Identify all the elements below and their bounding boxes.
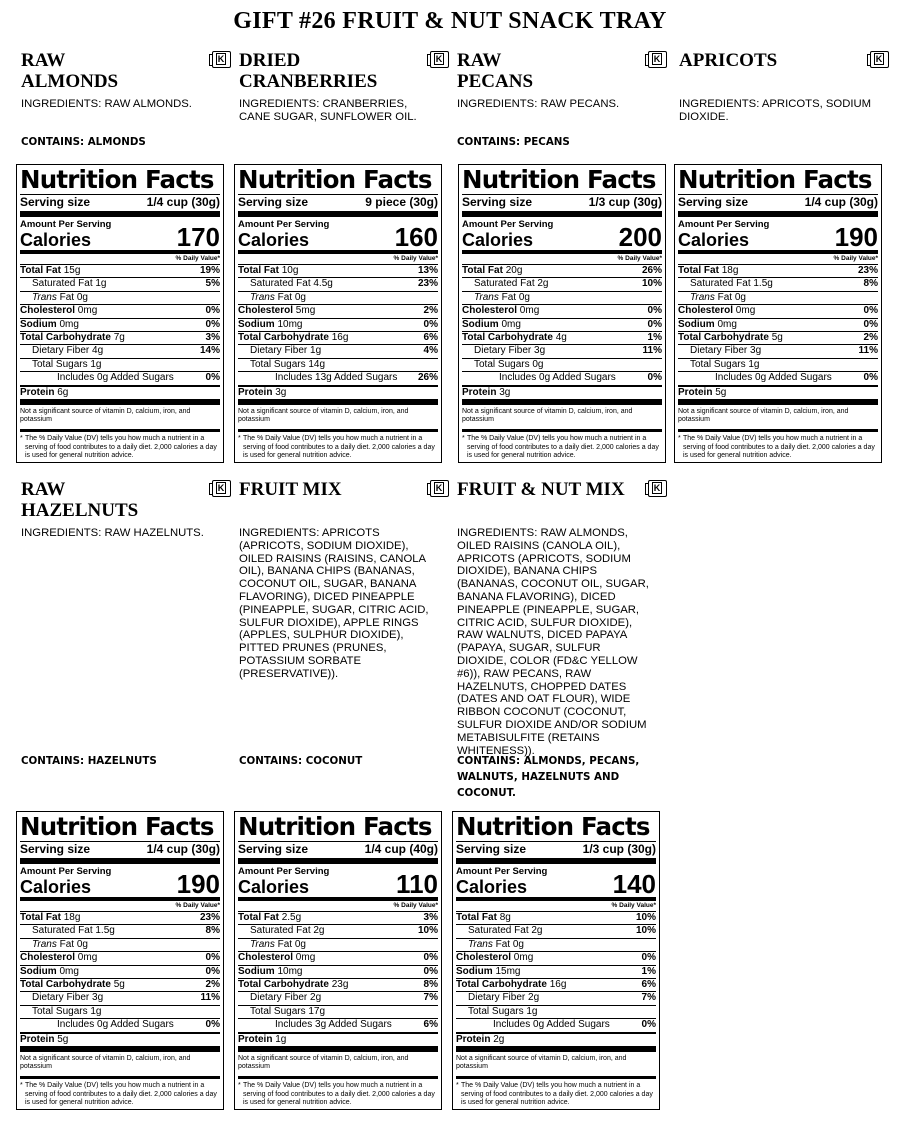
cholesterol-dv: 0% bbox=[641, 952, 656, 964]
total-fat-row: Total Fat 10g 13% bbox=[238, 265, 438, 278]
sodium-row: Sodium 10mg 0% bbox=[238, 966, 438, 979]
cholesterol-dv: 0% bbox=[423, 952, 438, 964]
product-header bbox=[239, 479, 449, 500]
cholesterol-dv: 0% bbox=[863, 305, 878, 317]
product-name: FRUIT MIX bbox=[239, 479, 342, 500]
trans-fat-row: Trans Fat 0g bbox=[238, 292, 438, 305]
serving-size-label: Serving size bbox=[20, 842, 91, 856]
nutrition-facts-title: Nutrition Facts bbox=[20, 813, 220, 842]
saturated-fat-row: Saturated Fat 1.5g 8% bbox=[20, 925, 220, 938]
allergen-contains: CONTAINS: PECANS bbox=[457, 136, 570, 148]
calories-label: Calories bbox=[20, 877, 92, 897]
allergen-contains: CONTAINS: COCONUT bbox=[239, 755, 363, 767]
sodium-dv: 0% bbox=[205, 965, 220, 977]
kosher-icon: K bbox=[648, 51, 667, 68]
kosher-icon: K bbox=[212, 51, 231, 68]
total-sugars-row: Total Sugars 1g bbox=[20, 1006, 220, 1019]
sodium-dv: 0% bbox=[423, 318, 438, 330]
amount-per-serving: Amount Per Serving bbox=[20, 866, 112, 877]
total-carbohydrate-dv: 1% bbox=[647, 332, 662, 344]
sodium-row: Sodium 0mg 0% bbox=[462, 319, 662, 332]
cholesterol-row: Cholesterol 0mg 0% bbox=[456, 952, 656, 965]
nutrition-facts-title: Nutrition Facts bbox=[456, 813, 656, 842]
dietary-fiber-row: Dietary Fiber 1g 4% bbox=[238, 345, 438, 358]
product-name: RAW ALMONDS bbox=[21, 50, 119, 92]
product-header bbox=[457, 50, 667, 92]
sodium-row: Sodium 0mg 0% bbox=[20, 966, 220, 979]
dietary-fiber-dv: 14% bbox=[199, 345, 220, 357]
product-header bbox=[21, 50, 231, 92]
added-sugars-dv: 0% bbox=[641, 1019, 656, 1031]
nutrition-facts-title: Nutrition Facts bbox=[462, 166, 662, 195]
daily-value-header: % Daily Value* bbox=[678, 254, 878, 265]
total-fat-row: Total Fat 18g 23% bbox=[20, 912, 220, 925]
saturated-fat-row: Saturated Fat 1g 5% bbox=[20, 278, 220, 291]
not-significant-note: Not a significant source of vitamin D, calcium, iron, and potassium bbox=[462, 405, 662, 432]
cholesterol-row: Cholesterol 0mg 0% bbox=[678, 305, 878, 318]
kosher-icon: K bbox=[212, 480, 231, 497]
total-fat-dv: 23% bbox=[199, 912, 220, 923]
nutrition-facts-title: Nutrition Facts bbox=[20, 166, 220, 195]
daily-value-header: % Daily Value* bbox=[20, 901, 220, 912]
serving-size-row bbox=[462, 195, 662, 217]
total-fat-dv: 13% bbox=[417, 265, 438, 276]
added-sugars-dv: 0% bbox=[205, 372, 220, 384]
daily-value-footnote: * The % Daily Value (DV) tells you how much a nutrient in a serving of food contributes to a daily diet. 2,000 calories a day is used for general nutrition advice. bbox=[456, 1082, 653, 1107]
dietary-fiber-row: Dietary Fiber 3g 11% bbox=[462, 345, 662, 358]
total-fat-dv: 19% bbox=[199, 265, 220, 276]
added-sugars-dv: 26% bbox=[417, 372, 438, 384]
product-name: RAW PECANS bbox=[457, 50, 534, 92]
added-sugars-row: Includes 0g Added Sugars 0% bbox=[20, 372, 220, 385]
saturated-fat-row: Saturated Fat 2g 10% bbox=[462, 278, 662, 291]
nutrition-facts-label bbox=[458, 164, 666, 463]
sodium-row: Sodium 0mg 0% bbox=[678, 319, 878, 332]
nutrition-facts-label bbox=[234, 811, 442, 1110]
added-sugars-row: Includes 0g Added Sugars 0% bbox=[20, 1019, 220, 1032]
serving-size-row bbox=[456, 842, 656, 864]
dietary-fiber-dv: 11% bbox=[200, 992, 220, 1004]
daily-value-footnote: * The % Daily Value (DV) tells you how much a nutrient in a serving of food contributes to a daily diet. 2,000 calories a day is used for general nutrition advice. bbox=[20, 1082, 217, 1107]
allergen-contains: CONTAINS: ALMONDS, PECANS, WALNUTS, HAZELNUTS AND COCONUT. bbox=[457, 755, 640, 799]
sodium-row: Sodium 0mg 0% bbox=[20, 319, 220, 332]
total-carbohydrate-row: Total Carbohydrate 23g 8% bbox=[238, 979, 438, 992]
kosher-icon: K bbox=[648, 480, 667, 497]
total-carbohydrate-dv: 6% bbox=[641, 979, 656, 991]
ingredients-text: INGREDIENTS: CRANBERRIES, CANE SUGAR, SUNFLOWER OIL. bbox=[239, 98, 417, 123]
saturated-fat-row: Saturated Fat 1.5g 8% bbox=[678, 278, 878, 291]
cholesterol-dv: 0% bbox=[205, 305, 220, 317]
page-title: GIFT #26 FRUIT & NUT SNACK TRAY bbox=[233, 8, 667, 34]
daily-value-header: % Daily Value* bbox=[238, 901, 438, 912]
ingredients-text: INGREDIENTS: RAW PECANS. bbox=[457, 98, 620, 110]
nutrition-facts-label bbox=[16, 164, 224, 463]
kosher-icon: K bbox=[870, 51, 889, 68]
nutrition-facts-title: Nutrition Facts bbox=[238, 166, 438, 195]
ingredients-text: INGREDIENTS: RAW ALMONDS, OILED RAISINS (CANOLA OIL), APRICOTS (APRICOTS, SODIUM DIOXIDE), BANANA CHIPS (BANANAS, COCONUT OIL, SUGAR, BANANA FLAVORING), DICED PINEAPPLE (PINEAPPLE, SUGAR, CITRIC ACID, SULFUR DIOXIDE), RAW WALNUTS, DICED PAPAYA (PAPAYA, SUGAR, SULFUR DIOXIDE, COLOR (FD&C YELLOW #6)), RAW PECANS, RAW HAZELNUTS, CHOPPED DATES (DATES AND OAT FLOUR), WIDE RIBBON COCONUT (COCONUT, SULFUR DIOXIDE AND/OR SODIUM METABISULFITE (RETAINS WHITENESS)). bbox=[457, 527, 649, 757]
product-block bbox=[457, 50, 667, 148]
trans-fat-row: Trans Fat 0g bbox=[20, 939, 220, 952]
nutrition-facts-label bbox=[452, 811, 660, 1110]
saturated-fat-dv: 8% bbox=[205, 925, 220, 937]
serving-size-value: 1/4 cup (30g) bbox=[146, 195, 220, 209]
total-carbohydrate-dv: 3% bbox=[205, 332, 220, 344]
total-carbohydrate-row: Total Carbohydrate 4g 1% bbox=[462, 332, 662, 345]
amount-per-serving: Amount Per Serving bbox=[678, 219, 770, 230]
dietary-fiber-dv: 4% bbox=[423, 345, 438, 357]
serving-size-row bbox=[20, 195, 220, 217]
sodium-dv: 0% bbox=[863, 318, 878, 330]
calories-label: Calories bbox=[238, 230, 310, 250]
serving-size-label: Serving size bbox=[456, 842, 527, 856]
saturated-fat-dv: 10% bbox=[635, 925, 656, 937]
cholesterol-dv: 2% bbox=[423, 305, 438, 317]
trans-fat-row: Trans Fat 0g bbox=[238, 939, 438, 952]
protein-row: Protein 3g bbox=[462, 386, 662, 405]
calories-value: 170 bbox=[176, 222, 220, 252]
added-sugars-row: Includes 0g Added Sugars 0% bbox=[456, 1019, 656, 1032]
trans-fat-row: Trans Fat 0g bbox=[462, 292, 662, 305]
saturated-fat-dv: 10% bbox=[417, 925, 438, 937]
daily-value-footnote: * The % Daily Value (DV) tells you how much a nutrient in a serving of food contributes to a daily diet. 2,000 calories a day is used for general nutrition advice. bbox=[678, 435, 875, 460]
serving-size-row bbox=[678, 195, 878, 217]
calories-value: 200 bbox=[618, 222, 662, 252]
cholesterol-row: Cholesterol 5mg 2% bbox=[238, 305, 438, 318]
total-carbohydrate-row: Total Carbohydrate 16g 6% bbox=[238, 332, 438, 345]
ingredients-text: INGREDIENTS: APRICOTS, SODIUM DIOXIDE. bbox=[679, 98, 872, 123]
dietary-fiber-dv: 7% bbox=[641, 992, 656, 1004]
protein-row: Protein 5g bbox=[678, 386, 878, 405]
allergen-contains: CONTAINS: HAZELNUTS bbox=[21, 755, 157, 767]
product-block bbox=[21, 479, 231, 767]
calories-label: Calories bbox=[456, 877, 528, 897]
calories-label: Calories bbox=[20, 230, 92, 250]
ingredients-text: INGREDIENTS: APRICOTS (APRICOTS, SODIUM DIOXIDE), OILED RAISINS (RAISINS, CANOLA OIL), BANANA CHIPS (BANANAS, COCONUT OIL, SUGAR, BANANA FLAVORING), DICED PINEAPPLE (PINEAPPLE, SUGAR, CITRIC ACID, SULFUR DIOXIDE), APPLE RINGS (APPLES, SULPHUR DIOXIDE), PITTED PRUNES (PRUNES, POTASSIUM SORBATE (PRESERVATIVE)). bbox=[239, 527, 429, 680]
cholesterol-dv: 0% bbox=[205, 952, 220, 964]
cholesterol-row: Cholesterol 0mg 0% bbox=[462, 305, 662, 318]
serving-size-value: 1/4 cup (30g) bbox=[146, 842, 220, 856]
product-block bbox=[679, 50, 889, 123]
ingredients-text: INGREDIENTS: RAW HAZELNUTS. bbox=[21, 527, 204, 539]
protein-row: Protein 3g bbox=[238, 386, 438, 405]
ingredients-text: INGREDIENTS: RAW ALMONDS. bbox=[21, 98, 192, 110]
cholesterol-row: Cholesterol 0mg 0% bbox=[238, 952, 438, 965]
saturated-fat-dv: 10% bbox=[641, 278, 662, 290]
amount-per-serving: Amount Per Serving bbox=[462, 219, 554, 230]
total-sugars-row: Total Sugars 14g bbox=[238, 359, 438, 372]
daily-value-header: % Daily Value* bbox=[462, 254, 662, 265]
cholesterol-row: Cholesterol 0mg 0% bbox=[20, 952, 220, 965]
total-carbohydrate-row: Total Carbohydrate 16g 6% bbox=[456, 979, 656, 992]
serving-size-row bbox=[20, 842, 220, 864]
not-significant-note: Not a significant source of vitamin D, calcium, iron, and potassium bbox=[20, 1052, 220, 1079]
sodium-dv: 0% bbox=[423, 965, 438, 977]
sodium-row: Sodium 10mg 0% bbox=[238, 319, 438, 332]
total-fat-row: Total Fat 18g 23% bbox=[678, 265, 878, 278]
amount-per-serving: Amount Per Serving bbox=[456, 866, 548, 877]
total-carbohydrate-dv: 8% bbox=[423, 979, 438, 991]
amount-per-serving: Amount Per Serving bbox=[238, 866, 330, 877]
protein-row: Protein 1g bbox=[238, 1033, 438, 1052]
nutrition-facts-title: Nutrition Facts bbox=[238, 813, 438, 842]
serving-size-label: Serving size bbox=[238, 842, 309, 856]
total-carbohydrate-row: Total Carbohydrate 5g 2% bbox=[678, 332, 878, 345]
saturated-fat-dv: 8% bbox=[863, 278, 878, 290]
saturated-fat-dv: 5% bbox=[205, 278, 220, 290]
product-header bbox=[239, 50, 449, 92]
serving-size-value: 1/4 cup (40g) bbox=[364, 842, 438, 856]
trans-fat-row: Trans Fat 0g bbox=[456, 939, 656, 952]
not-significant-note: Not a significant source of vitamin D, calcium, iron, and potassium bbox=[678, 405, 878, 432]
sodium-dv: 1% bbox=[641, 965, 656, 977]
not-significant-note: Not a significant source of vitamin D, calcium, iron, and potassium bbox=[20, 405, 220, 432]
allergen-contains: CONTAINS: ALMONDS bbox=[21, 136, 146, 148]
total-carbohydrate-dv: 2% bbox=[863, 332, 878, 344]
daily-value-header: % Daily Value* bbox=[20, 254, 220, 265]
daily-value-footnote: * The % Daily Value (DV) tells you how much a nutrient in a serving of food contributes to a daily diet. 2,000 calories a day is used for general nutrition advice. bbox=[462, 435, 659, 460]
serving-size-label: Serving size bbox=[20, 195, 91, 209]
daily-value-footnote: * The % Daily Value (DV) tells you how much a nutrient in a serving of food contributes to a daily diet. 2,000 calories a day is used for general nutrition advice. bbox=[238, 435, 435, 460]
total-fat-row: Total Fat 15g 19% bbox=[20, 265, 220, 278]
dietary-fiber-row: Dietary Fiber 2g 7% bbox=[456, 992, 656, 1005]
not-significant-note: Not a significant source of vitamin D, calcium, iron, and potassium bbox=[238, 405, 438, 432]
total-fat-dv: 3% bbox=[423, 912, 438, 923]
added-sugars-dv: 6% bbox=[423, 1019, 438, 1031]
total-fat-dv: 23% bbox=[857, 265, 878, 276]
protein-row: Protein 2g bbox=[456, 1033, 656, 1052]
added-sugars-row: Includes 3g Added Sugars 6% bbox=[238, 1019, 438, 1032]
daily-value-footnote: * The % Daily Value (DV) tells you how much a nutrient in a serving of food contributes to a daily diet. 2,000 calories a day is used for general nutrition advice. bbox=[20, 435, 217, 460]
not-significant-note: Not a significant source of vitamin D, calcium, iron, and potassium bbox=[238, 1052, 438, 1079]
nutrition-facts-title: Nutrition Facts bbox=[678, 166, 878, 195]
dietary-fiber-row: Dietary Fiber 2g 7% bbox=[238, 992, 438, 1005]
nutrition-facts-label bbox=[674, 164, 882, 463]
added-sugars-row: Includes 0g Added Sugars 0% bbox=[678, 372, 878, 385]
product-block bbox=[21, 50, 231, 148]
total-carbohydrate-row: Total Carbohydrate 5g 2% bbox=[20, 979, 220, 992]
cholesterol-dv: 0% bbox=[647, 305, 662, 317]
dietary-fiber-row: Dietary Fiber 3g 11% bbox=[678, 345, 878, 358]
serving-size-value: 1/4 cup (30g) bbox=[804, 195, 878, 209]
total-sugars-row: Total Sugars 17g bbox=[238, 1006, 438, 1019]
trans-fat-row: Trans Fat 0g bbox=[20, 292, 220, 305]
dietary-fiber-dv: 11% bbox=[858, 345, 878, 357]
calories-value: 190 bbox=[176, 869, 220, 899]
total-carbohydrate-dv: 6% bbox=[423, 332, 438, 344]
total-fat-row: Total Fat 20g 26% bbox=[462, 265, 662, 278]
total-carbohydrate-dv: 2% bbox=[205, 979, 220, 991]
total-sugars-row: Total Sugars 0g bbox=[462, 359, 662, 372]
product-block bbox=[239, 50, 449, 123]
serving-size-label: Serving size bbox=[462, 195, 533, 209]
serving-size-value: 1/3 cup (30g) bbox=[588, 195, 662, 209]
protein-row: Protein 6g bbox=[20, 386, 220, 405]
kosher-icon: K bbox=[430, 51, 449, 68]
daily-value-header: % Daily Value* bbox=[238, 254, 438, 265]
total-fat-row: Total Fat 2.5g 3% bbox=[238, 912, 438, 925]
serving-size-row bbox=[238, 195, 438, 217]
calories-value: 140 bbox=[612, 869, 656, 899]
calories-value: 110 bbox=[396, 869, 438, 899]
product-name: DRIED CRANBERRIES bbox=[239, 50, 378, 92]
total-fat-dv: 26% bbox=[641, 265, 662, 276]
added-sugars-dv: 0% bbox=[863, 372, 878, 384]
added-sugars-dv: 0% bbox=[205, 1019, 220, 1031]
serving-size-row bbox=[238, 842, 438, 864]
calories-label: Calories bbox=[238, 877, 310, 897]
dietary-fiber-dv: 7% bbox=[423, 992, 438, 1004]
dietary-fiber-dv: 11% bbox=[642, 345, 662, 357]
serving-size-label: Serving size bbox=[678, 195, 749, 209]
calories-label: Calories bbox=[678, 230, 750, 250]
serving-size-value: 1/3 cup (30g) bbox=[582, 842, 656, 856]
amount-per-serving: Amount Per Serving bbox=[238, 219, 330, 230]
sodium-row: Sodium 15mg 1% bbox=[456, 966, 656, 979]
added-sugars-dv: 0% bbox=[647, 372, 662, 384]
sodium-dv: 0% bbox=[205, 318, 220, 330]
serving-size-value: 9 piece (30g) bbox=[365, 195, 438, 209]
sodium-dv: 0% bbox=[647, 318, 662, 330]
product-header bbox=[21, 479, 231, 521]
product-header bbox=[679, 50, 889, 71]
product-name: APRICOTS bbox=[679, 50, 778, 71]
nutrition-facts-label bbox=[16, 811, 224, 1110]
dietary-fiber-row: Dietary Fiber 4g 14% bbox=[20, 345, 220, 358]
dietary-fiber-row: Dietary Fiber 3g 11% bbox=[20, 992, 220, 1005]
daily-value-footnote: * The % Daily Value (DV) tells you how much a nutrient in a serving of food contributes to a daily diet. 2,000 calories a day is used for general nutrition advice. bbox=[238, 1082, 435, 1107]
amount-per-serving: Amount Per Serving bbox=[20, 219, 112, 230]
cholesterol-row: Cholesterol 0mg 0% bbox=[20, 305, 220, 318]
saturated-fat-row: Saturated Fat 4.5g 23% bbox=[238, 278, 438, 291]
product-name: RAW HAZELNUTS bbox=[21, 479, 139, 521]
total-carbohydrate-row: Total Carbohydrate 7g 3% bbox=[20, 332, 220, 345]
product-block bbox=[239, 479, 449, 767]
serving-size-label: Serving size bbox=[238, 195, 309, 209]
trans-fat-row: Trans Fat 0g bbox=[678, 292, 878, 305]
calories-label: Calories bbox=[462, 230, 534, 250]
product-name: FRUIT & NUT MIX bbox=[457, 479, 625, 500]
calories-value: 160 bbox=[394, 222, 438, 252]
saturated-fat-row: Saturated Fat 2g 10% bbox=[456, 925, 656, 938]
product-block bbox=[457, 479, 667, 799]
saturated-fat-row: Saturated Fat 2g 10% bbox=[238, 925, 438, 938]
protein-row: Protein 5g bbox=[20, 1033, 220, 1052]
total-fat-dv: 10% bbox=[635, 912, 656, 923]
not-significant-note: Not a significant source of vitamin D, calcium, iron, and potassium bbox=[456, 1052, 656, 1079]
total-sugars-row: Total Sugars 1g bbox=[678, 359, 878, 372]
product-header bbox=[457, 479, 667, 500]
total-sugars-row: Total Sugars 1g bbox=[456, 1006, 656, 1019]
kosher-icon: K bbox=[430, 480, 449, 497]
nutrition-facts-label bbox=[234, 164, 442, 463]
added-sugars-row: Includes 13g Added Sugars 26% bbox=[238, 372, 438, 385]
calories-value: 190 bbox=[834, 222, 878, 252]
total-fat-row: Total Fat 8g 10% bbox=[456, 912, 656, 925]
total-sugars-row: Total Sugars 1g bbox=[20, 359, 220, 372]
saturated-fat-dv: 23% bbox=[417, 278, 438, 290]
added-sugars-row: Includes 0g Added Sugars 0% bbox=[462, 372, 662, 385]
daily-value-header: % Daily Value* bbox=[456, 901, 656, 912]
